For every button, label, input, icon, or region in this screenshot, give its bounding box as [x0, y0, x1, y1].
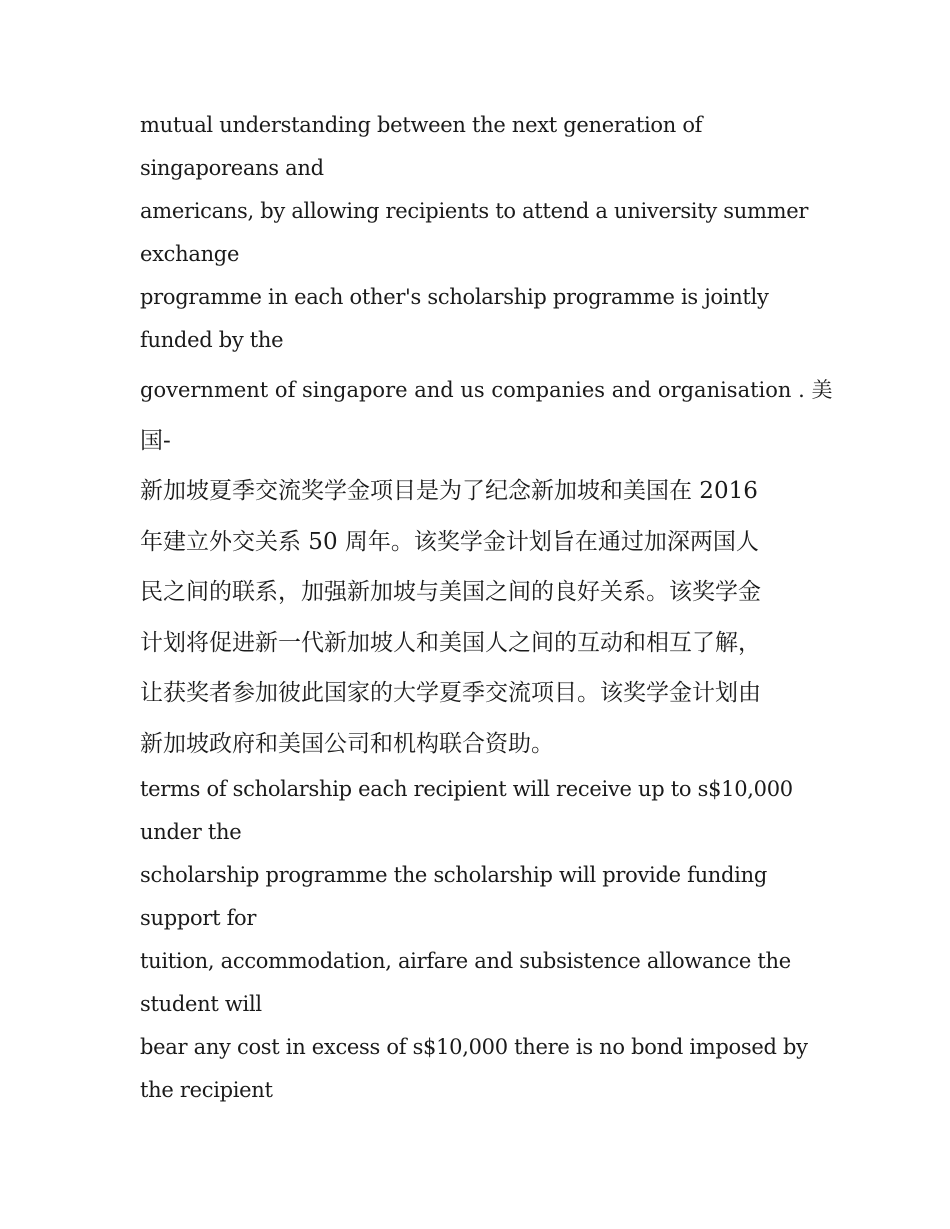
paragraph-english-1 [140, 104, 830, 362]
text-line: 新加坡夏季交流奖学金项目是为了纪念新加坡和美国在 2016 [140, 478, 758, 504]
text-line: government of singapore and us companies and organisation . 美 [140, 378, 833, 402]
text-line: 计划将促进新一代新加坡人和美国人之间的互动和相互了解， [140, 629, 761, 656]
text-line: student will [140, 992, 262, 1016]
text-line: funded by the [140, 328, 284, 352]
text-line: mutual understanding between the next generation of [140, 113, 703, 137]
text-line: scholarship programme the scholarship will provide funding [140, 863, 767, 887]
text-line: 新加坡政府和美国公司和机构联合资助。 [140, 730, 554, 757]
paragraph-english-2 [140, 768, 830, 1112]
text-line: programme in each other's scholarship programme is jointly [140, 285, 769, 309]
text-line: support for [140, 906, 257, 930]
text-line: exchange [140, 242, 240, 266]
text-line: americans, by allowing recipients to attend a university summer [140, 199, 809, 223]
text-line: 让获奖者参加彼此国家的大学夏季交流项目。该奖学金计划由 [140, 680, 761, 706]
text-line: terms of scholarship each recipient will receive up to s$10,000 [140, 777, 793, 801]
text-line: singaporeans and [140, 156, 324, 180]
text-line: under the [140, 820, 242, 844]
text-line: the recipient [140, 1078, 273, 1102]
text-line: tuition, accommodation, airfare and subsistence allowance the [140, 949, 791, 973]
text-line: 国- [140, 427, 171, 454]
paragraph-mixed-1 [140, 365, 833, 769]
text-line: bear any cost in excess of s$10,000 there is no bond imposed by [140, 1035, 808, 1059]
text-line: 民之间的联系，加强新加坡与美国之间的良好关系。该奖学金 [140, 579, 761, 605]
text-line: 年建立外交关系 50 周年。该奖学金计划旨在通过加深两国人 [140, 528, 759, 555]
